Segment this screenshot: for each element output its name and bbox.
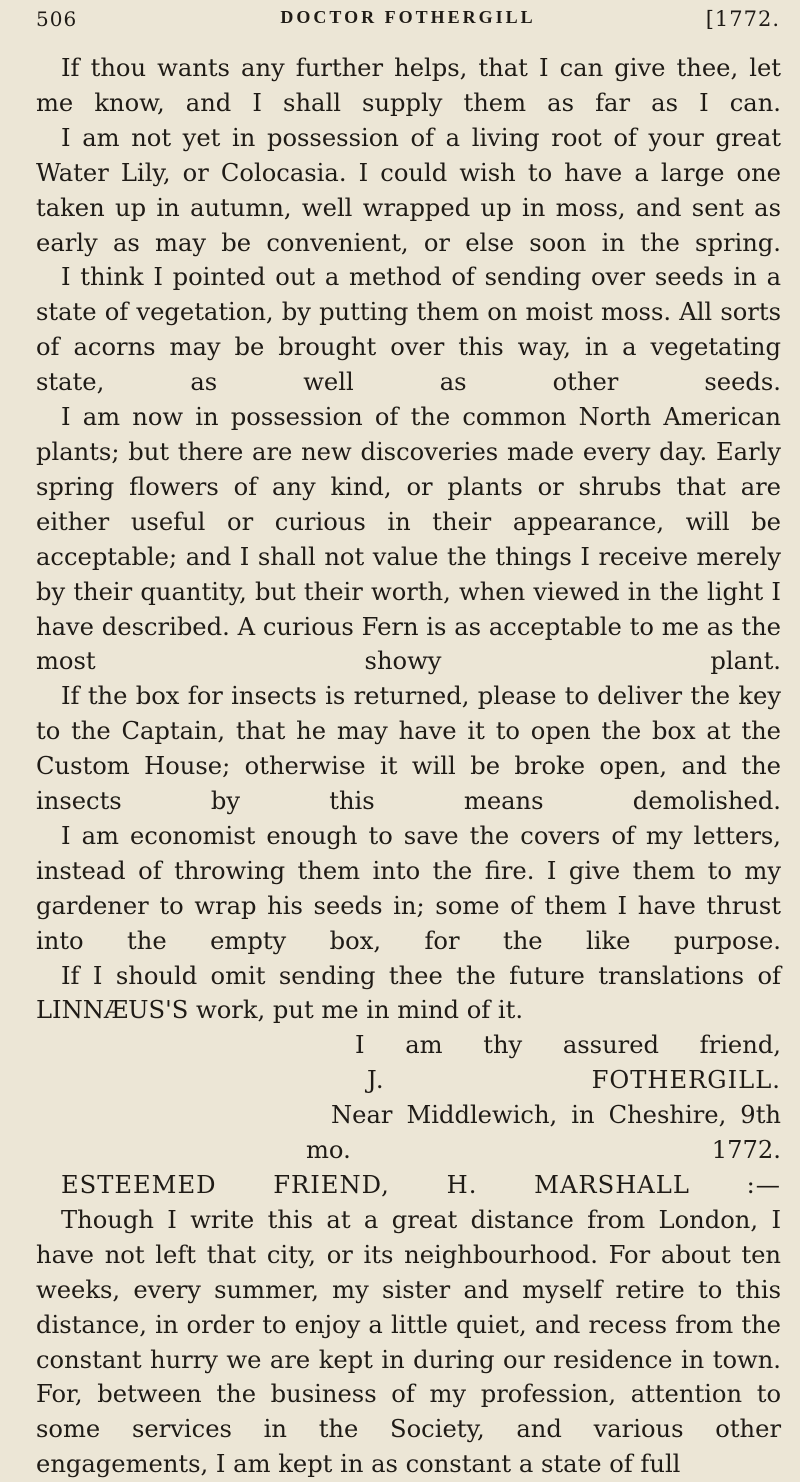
body-text bbox=[36, 51, 781, 1482]
paragraph: Though I write this at a great distance from London, I have not left that city, or its neighbourhood. For about ten weeks, every summer, my sister and myself retire to this distance, in order to enjoy a little quiet, and recess from the constant hurry we are kept in during our residence in town. For, between the business of my profession, attention to some services in the Society, and various other engagements, I am kept in as constant a state of full bbox=[36, 1205, 781, 1479]
paragraph: I think I pointed out a method of sending over seeds in a state of vegetation, by putting them on moist moss. All sorts of acorns may be brought over this way, in a vegetating state, as well as other seeds. bbox=[36, 263, 781, 397]
paragraph: I am economist enough to save the covers of my letters, instead of throwing them into the fire. I give them to my gardener to wrap his seeds in; some of them I have thrust into the empty box, for the like purpose. bbox=[36, 821, 781, 955]
page-number: 506 bbox=[36, 7, 78, 31]
running-header bbox=[36, 7, 780, 39]
salutation: ESTEEMED FRIEND, H. MARSHALL :— bbox=[61, 1171, 781, 1199]
paragraph: If the box for insects is returned, please to deliver the key to the Captain, that he may have it to open the box at the Custom House; otherwise it will be broke open, and the insects by this means demolished. bbox=[36, 682, 781, 816]
signature: J. FOTHERGILL. bbox=[367, 1066, 781, 1095]
closing-line: I am thy assured friend, bbox=[355, 1031, 781, 1060]
paragraph: If I should omit sending thee the future translations of LINNÆUS'S work, put me in mind of it. bbox=[36, 961, 781, 1025]
paragraph: I am now in possession of the common North American plants; but there are new discoveries made every day. Early spring flowers of any kind, or plants or shrubs that are either useful or curious in their appearance, will be acceptable; and I shall not value the things I receive merely by their quantity, but their worth, when viewed in the light I have described. A curious Fern is as acceptable to me as the most showy plant. bbox=[36, 403, 781, 676]
dateline: Near Middlewich, in Cheshire, 9th mo. 1772. bbox=[306, 1101, 781, 1165]
paragraph: If thou wants any further helps, that I can give thee, let me know, and I shall supply them as far as I can. bbox=[36, 54, 781, 117]
running-title: DOCTOR FOTHERGILL bbox=[280, 7, 536, 27]
paragraph: I am not yet in possession of a living root of your great Water Lily, or Colocasia. I could wish to have a large one taken up in autumn, well wrapped up in moss, and sent as early as may be convenient, or else soon in the spring. bbox=[36, 123, 781, 257]
header-year: [1772. bbox=[705, 7, 780, 31]
